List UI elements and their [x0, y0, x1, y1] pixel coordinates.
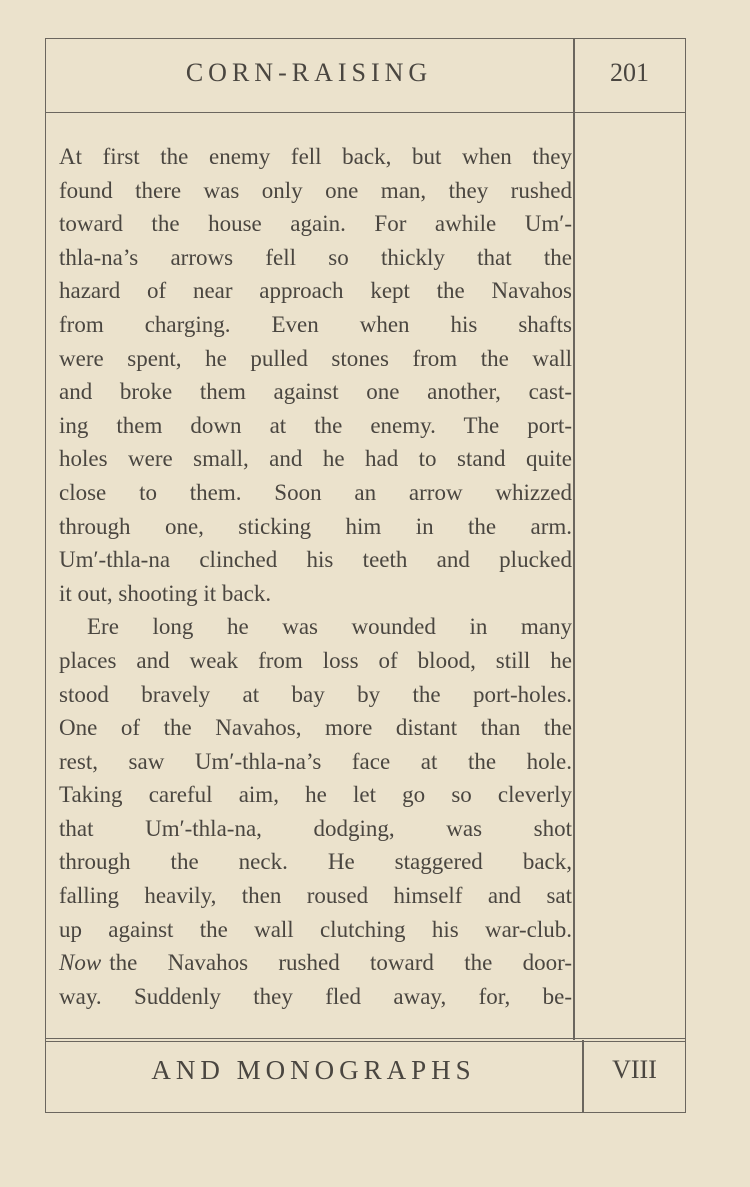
- emphasized-word: Now: [59, 950, 102, 976]
- volume-number: VIII: [612, 1055, 657, 1084]
- footer-rule: [45, 1038, 686, 1042]
- text-line: ing them down at the enemy. The port-: [59, 412, 572, 438]
- text-line: At first the enemy fell back, but when they: [59, 144, 572, 169]
- text-line: stood bravely at bay by the port-holes.: [59, 681, 572, 707]
- text-line: toward the house again. For awhile Um′-: [59, 211, 572, 237]
- text-line: through the neck. He staggered back,: [59, 849, 572, 875]
- text-line: were spent, he pulled stones from the wall: [59, 345, 572, 371]
- body-text: [59, 140, 572, 1013]
- text-line: thla-na’s arrows fell so thickly that the: [59, 244, 572, 270]
- text-line: falling heavily, then roused himself and sat: [59, 883, 572, 909]
- text-line: close to them. Soon an arrow whizzed: [59, 479, 572, 505]
- text-line: found there was only one man, they rushed: [59, 177, 572, 203]
- text-line: way. Suddenly they fled away, for, be-: [59, 983, 572, 1009]
- text-line: Ere long he was wounded in many: [87, 614, 572, 640]
- series-title: AND MONOGRAPHS: [151, 1055, 476, 1085]
- text-line: hazard of near approach kept the Navahos: [59, 278, 572, 304]
- text-line: rest, saw Um′-thla-na’s face at the hole.: [59, 748, 572, 774]
- text-line: holes were small, and he had to stand quite: [59, 446, 572, 472]
- column-divider: [573, 38, 575, 1040]
- text-line: Um′-thla-na clinched his teeth and plucked: [59, 547, 572, 573]
- page-number: 201: [610, 58, 649, 87]
- text-line: places and weak from loss of blood, still he: [59, 647, 572, 673]
- text-line: that Um′-thla-na, dodging, was shot: [59, 815, 572, 841]
- text-line: from charging. Even when his shafts: [59, 311, 572, 337]
- text-line: One of the Navahos, more distant than the: [59, 715, 572, 741]
- text-line-rest: the Navahos rushed toward the door-: [109, 950, 572, 976]
- running-header: [45, 38, 686, 113]
- text-line: through one, sticking him in the arm.: [59, 513, 572, 539]
- text-line: [59, 946, 572, 980]
- text-line: it out, shooting it back.: [59, 580, 272, 606]
- text-line: Taking careful aim, he let go so cleverly: [59, 782, 572, 808]
- text-line: up against the wall clutching his war-club.: [59, 916, 572, 942]
- chapter-title: CORN-RAISING: [185, 58, 433, 87]
- text-line: and broke them against one another, cast-: [59, 379, 572, 405]
